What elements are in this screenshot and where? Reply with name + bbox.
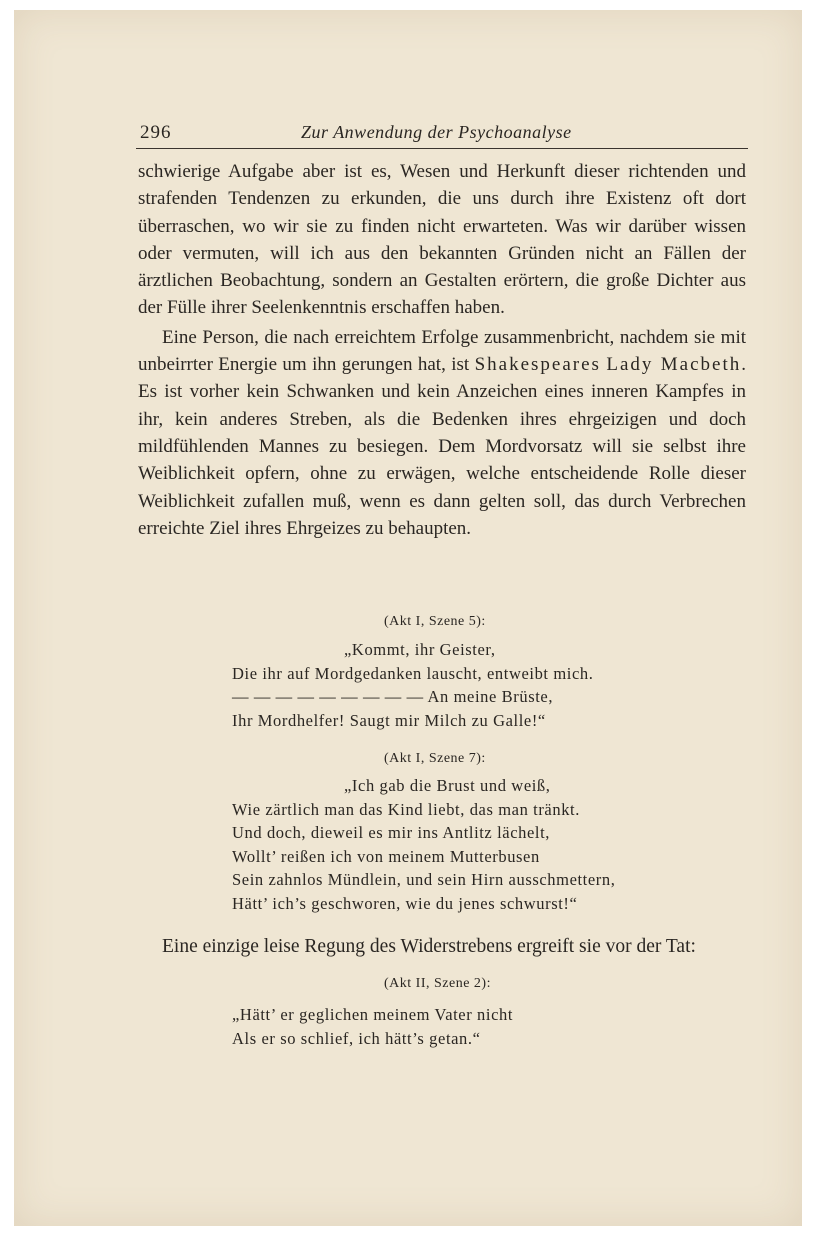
paragraph-1: schwierige Aufgabe aber ist es, Wesen und Herkunft dieser richtenden und strafenden Tendenzen zu erkunden, die uns durch ihre Existenz oft dort überraschen, wo wir sie zu finden nicht erwarteten. Was wir darüber wissen oder vermuten, will ich aus den bekannten Gründen nicht an Fällen der ärztlichen Beobachtung, sondern an Gestalten erörtern, die große Dichter aus der Fülle ihrer Seelenkenntnis erschaffen haben. (138, 161, 746, 319)
quote-3-reference: (Akt II, Szene 2): (384, 976, 491, 991)
verse-line: Sein zahnlos Mündlein, und sein Hirn ausschmettern, (232, 870, 616, 890)
quote-2-verse (232, 774, 615, 916)
verse-line: Die ihr auf Mordgedanken lauscht, entweibt mich. (232, 663, 594, 683)
verse-line: Hätt’ ich’s geschworen, wie du jenes schwurst!“ (232, 893, 578, 913)
verse-line: Und doch, dieweil es mir ins Antlitz lächelt, (232, 823, 550, 843)
verse-line: „Kommt, ihr Geister, (344, 640, 496, 659)
quote-2-reference: (Akt I, Szene 7): (384, 751, 486, 766)
quote-1-verse (232, 638, 593, 732)
running-title: Zur Anwendung der Psychoanalyse (301, 122, 572, 142)
verse-line: „Ich gab die Brust und weiß, (344, 776, 551, 795)
verse-line: „Hätt’ er geglichen meinem Vater nicht (232, 1005, 514, 1024)
paragraph-2 (138, 324, 746, 542)
verse-line: Ihr Mordhelfer! Saugt mir Milch zu Galle!“ (232, 710, 546, 730)
quote-1-reference: (Akt I, Szene 5): (384, 614, 486, 629)
paragraph-3: Eine einzige leise Regung des Widerstrebens ergreift sie vor der Tat: (162, 936, 696, 957)
author-name: Shakespeares (474, 354, 601, 376)
page-number: 296 (140, 122, 172, 143)
page-header (136, 118, 748, 149)
body-text (138, 158, 746, 542)
character-name: Lady Macbeth (606, 354, 742, 376)
paragraph-2-part-1: Eine Person, die nach erreichtem Erfolge zusammenbricht, nachdem sie mit unbeirrter Energie um ihn gerungen hat, ist (138, 326, 746, 376)
verse-line: Wollt’ reißen ich von meinem Mutterbusen (232, 846, 540, 866)
verse-line: Als er so schlief, ich hätt’s getan.“ (232, 1028, 481, 1048)
paragraph-2-part-2: . Es ist vorher kein Schwanken und kein Anzeichen eines inneren Kampfes in ihr, kein anderes Streben, als die Bedenken ihres ehrgeizigen und doch mildfühlenden Mannes zu besiegen. Dem Mordvorsatz will sie selbst ihre Weiblichkeit opfern, ohne zu erwägen, welche entscheidende Rolle dieser Weiblichkeit zufallen muß, wenn es dann gelten soll, das durch Verbrechen erreichte Ziel ihres Ehrgeizes zu behaupten. (138, 354, 747, 539)
quote-3-verse (232, 1003, 513, 1050)
verse-line: Wie zärtlich man das Kind liebt, das man tränkt. (232, 799, 580, 819)
verse-line: — — — — — — — — — An meine Brüste, (232, 687, 554, 707)
